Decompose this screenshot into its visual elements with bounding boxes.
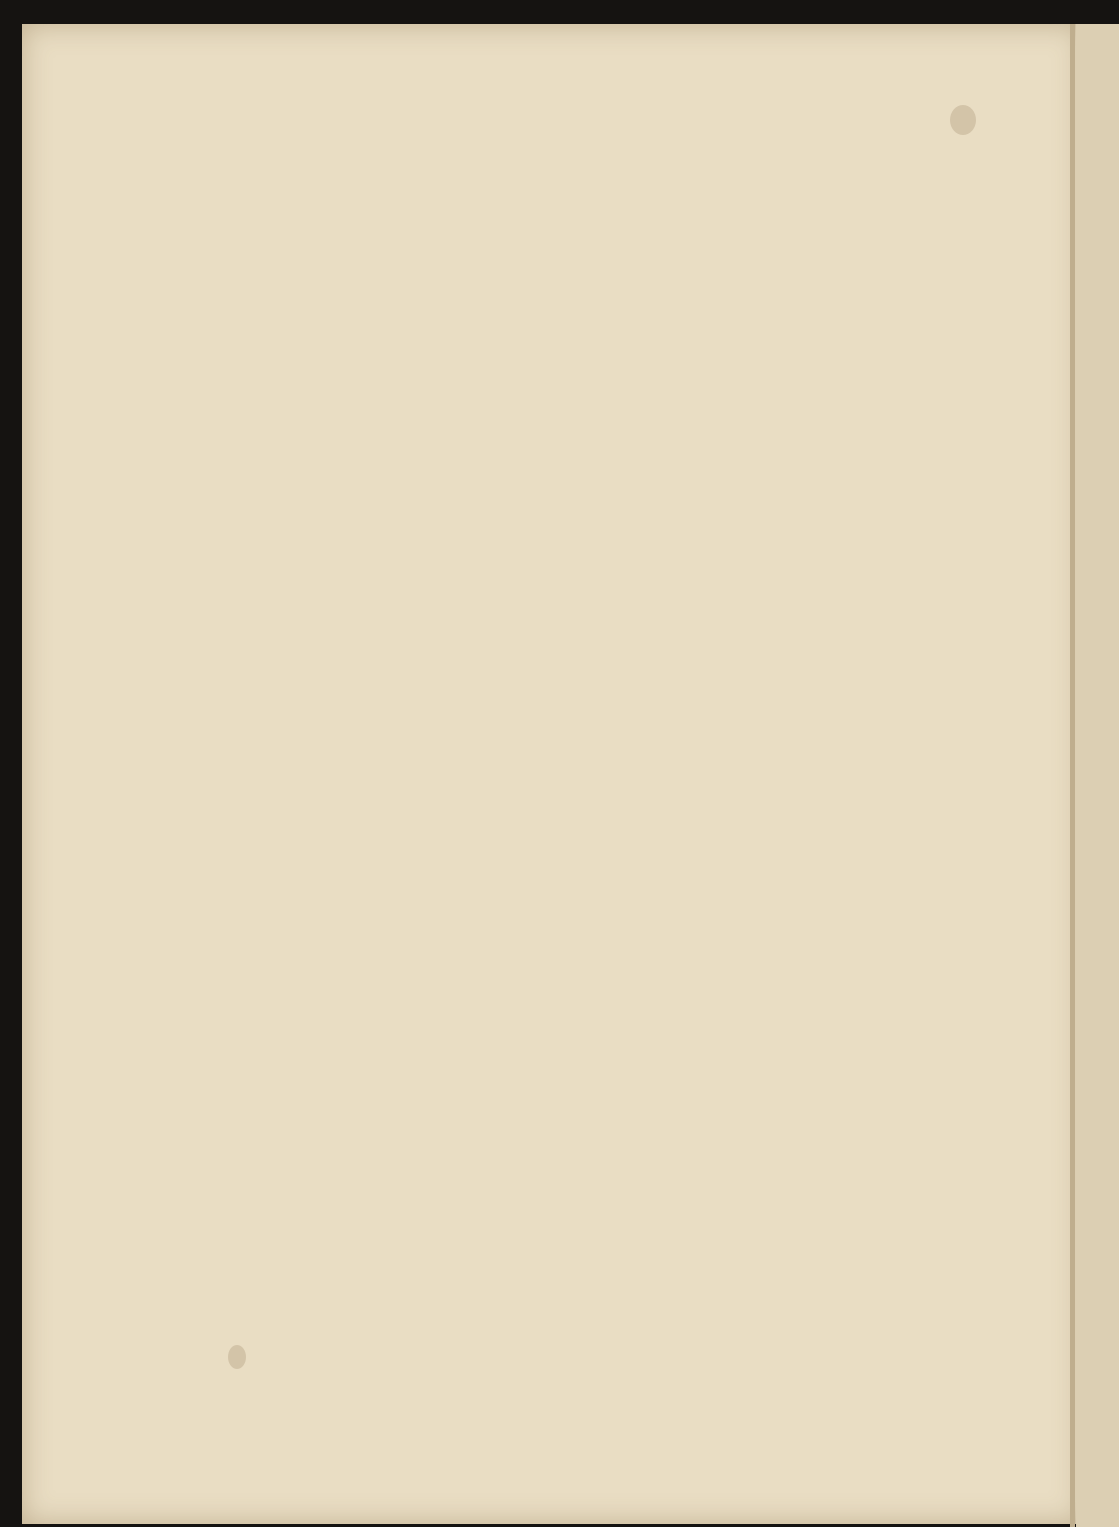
paper-stain — [228, 1345, 246, 1369]
facing-page-edge — [1076, 24, 1119, 1527]
scanned-page — [22, 24, 1082, 1524]
page-fold — [1070, 24, 1075, 1527]
paper-stain — [950, 105, 976, 135]
